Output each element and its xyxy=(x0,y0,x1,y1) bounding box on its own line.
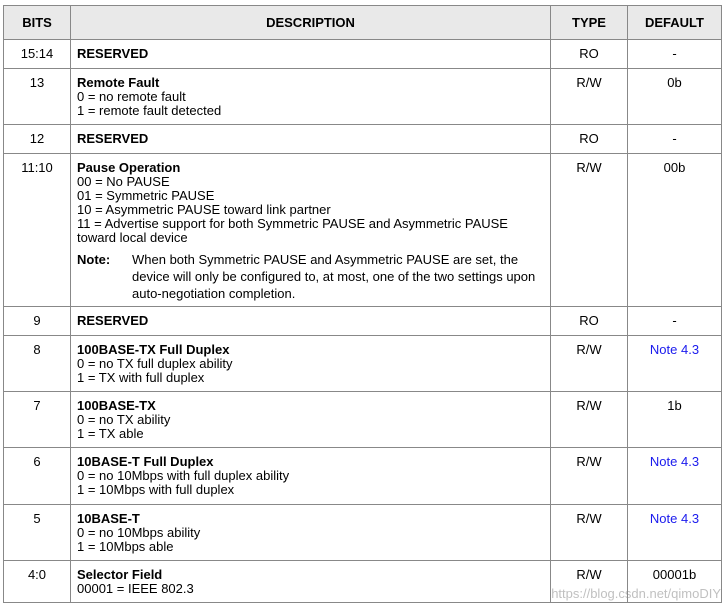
note-label: Note: xyxy=(77,252,111,267)
type-cell: RO xyxy=(551,40,628,69)
description-cell xyxy=(71,69,551,125)
header-default: DEFAULT xyxy=(628,6,722,40)
type-cell: R/W xyxy=(551,448,628,505)
default-cell xyxy=(628,336,722,392)
field-value-line: 11 = Advertise support for both Symmetric PAUSE and Asymmetric PAUSE toward local device xyxy=(77,216,508,245)
type-cell: RO xyxy=(551,307,628,336)
default-cell: - xyxy=(628,125,722,154)
bits-cell: 6 xyxy=(4,448,71,505)
default-cell: 00b xyxy=(628,154,722,307)
note-block xyxy=(77,251,544,302)
header-type: TYPE xyxy=(551,6,628,40)
table-row xyxy=(4,154,722,307)
description-cell xyxy=(71,125,551,154)
table-row xyxy=(4,307,722,336)
header-description: DESCRIPTION xyxy=(71,6,551,40)
description-cell xyxy=(71,448,551,505)
description-cell xyxy=(71,154,551,307)
description-cell xyxy=(71,40,551,69)
description-cell xyxy=(71,307,551,336)
bits-cell: 5 xyxy=(4,505,71,561)
bits-cell: 15:14 xyxy=(4,40,71,69)
field-title: Pause Operation xyxy=(77,160,181,175)
table-row xyxy=(4,125,722,154)
field-title: Remote Fault xyxy=(77,75,160,90)
field-value-line: 1 = TX able xyxy=(77,426,144,441)
field-value-line: 0 = no 10Mbps with full duplex ability xyxy=(77,468,290,483)
field-value-line: 0 = no remote fault xyxy=(77,89,186,104)
field-title: Selector Field xyxy=(77,567,163,582)
bits-cell: 4:0 xyxy=(4,561,71,603)
field-value-line: 10 = Asymmetric PAUSE toward link partner xyxy=(77,202,331,217)
type-cell: RO xyxy=(551,125,628,154)
table-row xyxy=(4,392,722,448)
table-row xyxy=(4,448,722,505)
field-value-line: 0 = no TX full duplex ability xyxy=(77,356,233,371)
type-cell: R/W xyxy=(551,392,628,448)
bits-cell: 7 xyxy=(4,392,71,448)
type-cell: R/W xyxy=(551,154,628,307)
type-cell: R/W xyxy=(551,561,628,603)
field-value-line: 00001 = IEEE 802.3 xyxy=(77,581,194,596)
note-link[interactable]: Note 4.3 xyxy=(649,342,700,357)
description-cell xyxy=(71,505,551,561)
description-cell xyxy=(71,392,551,448)
description-cell xyxy=(71,561,551,603)
table-row xyxy=(4,69,722,125)
field-title: RESERVED xyxy=(77,131,149,146)
watermark: https://blog.csdn.net/qimoDIY xyxy=(551,586,721,601)
bits-cell: 8 xyxy=(4,336,71,392)
type-cell: R/W xyxy=(551,505,628,561)
description-cell xyxy=(71,336,551,392)
note-text: When both Symmetric PAUSE and Asymmetric PAUSE are set, the device will only be configured to, at most, one of the two settings upon auto-negotiation completion. xyxy=(132,252,536,301)
note-link[interactable]: Note 4.3 xyxy=(649,454,700,469)
bits-cell: 11:10 xyxy=(4,154,71,307)
field-title: 10BASE-T Full Duplex xyxy=(77,454,214,469)
table-row xyxy=(4,336,722,392)
field-title: 100BASE-TX xyxy=(77,398,156,413)
default-cell: 0b xyxy=(628,69,722,125)
field-title: RESERVED xyxy=(77,313,149,328)
default-cell: 1b xyxy=(628,392,722,448)
note-link[interactable]: Note 4.3 xyxy=(649,511,700,526)
field-value-line: 1 = 10Mbps able xyxy=(77,539,174,554)
table-row xyxy=(4,505,722,561)
default-cell xyxy=(628,505,722,561)
type-cell: R/W xyxy=(551,69,628,125)
type-cell: R/W xyxy=(551,336,628,392)
default-cell: - xyxy=(628,40,722,69)
field-title: RESERVED xyxy=(77,46,149,61)
field-value-line: 0 = no TX ability xyxy=(77,412,171,427)
default-cell: 00001b xyxy=(628,561,722,603)
default-cell: - xyxy=(628,307,722,336)
field-value-line: 1 = remote fault detected xyxy=(77,103,222,118)
table-row xyxy=(4,40,722,69)
table-header-row xyxy=(4,6,722,40)
header-bits: BITS xyxy=(4,6,71,40)
field-title: 100BASE-TX Full Duplex xyxy=(77,342,230,357)
field-value-line: 00 = No PAUSE xyxy=(77,174,170,189)
register-table xyxy=(3,5,722,603)
field-value-line: 1 = TX with full duplex xyxy=(77,370,205,385)
bits-cell: 13 xyxy=(4,69,71,125)
field-value-line: 01 = Symmetric PAUSE xyxy=(77,188,215,203)
bits-cell: 9 xyxy=(4,307,71,336)
bits-cell: 12 xyxy=(4,125,71,154)
field-value-line: 0 = no 10Mbps ability xyxy=(77,525,201,540)
field-title: 10BASE-T xyxy=(77,511,140,526)
field-value-line: 1 = 10Mbps with full duplex xyxy=(77,482,235,497)
default-cell xyxy=(628,448,722,505)
